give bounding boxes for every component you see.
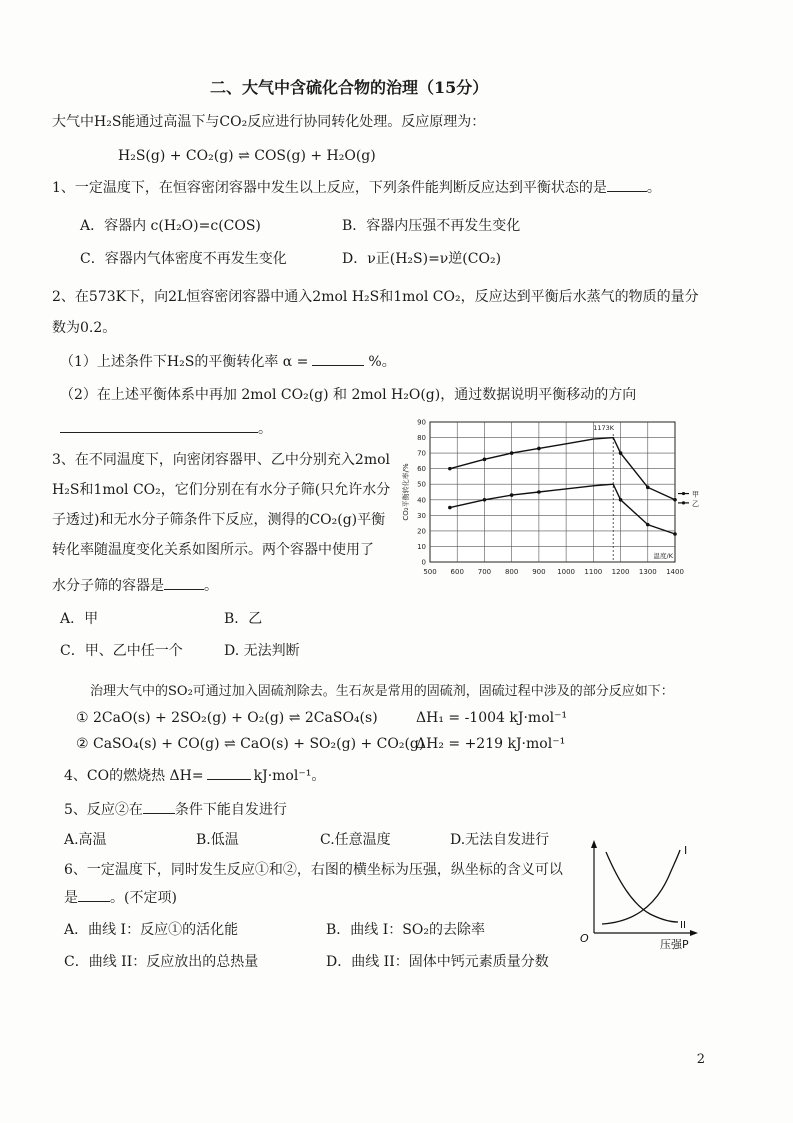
x-tick-label: 900	[532, 568, 546, 576]
q6-line2	[64, 888, 177, 908]
section-title: 二、大气中含硫化合物的治理（15分）	[210, 78, 489, 97]
y-tick-label: 30	[417, 511, 426, 520]
y-tick-label: 20	[417, 527, 426, 536]
y-tick-label: 0	[421, 558, 426, 567]
q6-note: 。(不定项)	[110, 890, 177, 906]
q5-option-c[interactable]: C.任意温度	[320, 832, 391, 848]
x-tick-label: 1300	[638, 568, 657, 576]
x-tick-label: 1100	[584, 568, 603, 576]
intro-text: 大气中H₂S能通过高温下与CO₂反应进行协同转化处理。反应原理为：	[52, 114, 486, 130]
q5-blank[interactable]	[143, 813, 175, 814]
x-tick-label: 600	[450, 568, 464, 576]
annotation-1173k: 1173K	[593, 424, 615, 432]
x-axis-arrow	[690, 930, 698, 936]
q2-sub2-answer	[60, 419, 272, 439]
q6-option-c[interactable]: C．曲线 II：反应放出的总热量	[64, 954, 259, 970]
q3-end: 。	[204, 578, 218, 594]
q5-option-b[interactable]: B.低温	[196, 832, 239, 848]
q4-stem	[64, 766, 325, 786]
q6-blank[interactable]	[78, 901, 110, 902]
x-tick-label: 800	[504, 568, 519, 576]
q2-sub1-blank[interactable]	[312, 365, 364, 366]
q2-sub1	[60, 352, 396, 372]
q3-blank[interactable]	[164, 589, 204, 590]
data-point	[510, 493, 514, 497]
curve-II	[606, 852, 678, 922]
q1-option-b[interactable]: B．容器内压强不再发生变化	[342, 218, 521, 234]
data-point	[537, 490, 541, 494]
y-axis-label: CO₂平衡转化率/%	[402, 463, 410, 521]
y-tick-label: 10	[417, 542, 426, 551]
q1-stem-text: 1、一定温度下，在恒容密闭容器中发生以上反应，下列条件能判断反应达到平衡状态的是	[52, 180, 607, 196]
x-axis-label: 温度/K	[653, 552, 673, 560]
data-point	[673, 532, 677, 536]
q6-line1: 6、一定温度下，同时发生反应①和②，右图的横坐标为压强，纵坐标的含义可以	[64, 862, 563, 878]
x-tick-label: 1400	[666, 568, 684, 576]
q1-option-d[interactable]: D．ν正(H₂S)=ν逆(CO₂)	[342, 251, 502, 267]
data-point	[646, 486, 650, 490]
q2-sub1-unit: %。	[368, 354, 396, 370]
q6-option-b[interactable]: B．曲线 I：SO₂的去除率	[326, 922, 485, 938]
data-point	[483, 498, 487, 502]
q3-option-a[interactable]: A．甲	[60, 611, 99, 627]
q2-sub2: （2）在上述平衡体系中再加 2mol CO₂(g) 和 2mol H₂O(g)，通过数据说明平衡移动的方向	[60, 387, 637, 403]
q1-stem	[52, 178, 661, 198]
q6-option-a[interactable]: A．曲线 I：反应①的活化能	[64, 922, 239, 938]
data-point	[510, 451, 514, 455]
x-axis-label: 压强P	[660, 938, 689, 951]
page-number: 2	[696, 1052, 705, 1067]
legend-marker	[682, 492, 685, 495]
q3-line5-text: 水分子筛的容器是	[52, 578, 164, 594]
q2-stem-line1: 2、在573K下，向2L恒容密闭容器中通入2mol H₂S和1mol CO₂，反应达到平衡后水蒸气的物质的量分	[52, 289, 699, 305]
q1-end: 。	[646, 180, 661, 196]
legend-label: 乙	[692, 499, 699, 508]
data-point	[619, 451, 623, 455]
q3-line3: 子透过)和无水分子筛条件下反应，测得的CO₂(g)平衡	[52, 512, 386, 528]
origin-label: O	[580, 932, 589, 945]
pressure-sketch-chart	[572, 838, 712, 958]
so2-reaction-2-dh: ΔH₂ = +219 kJ·mol⁻¹	[416, 736, 566, 752]
y-tick-label: 70	[417, 449, 426, 458]
curve-II-label: II	[680, 920, 686, 931]
q2-sub2-end: 。	[258, 421, 272, 437]
legend-label: 甲	[692, 490, 699, 499]
data-point	[483, 458, 487, 462]
q5-option-d[interactable]: D.无法自发进行	[450, 832, 550, 848]
x-tick-label: 500	[423, 568, 437, 576]
x-tick-label: 1000	[557, 568, 576, 576]
so2-reaction-2: ② CaSO₄(s) + CO(g) ⇌ CaO(s) + SO₂(g) + CO₂(g)	[76, 736, 425, 752]
q1-blank[interactable]	[607, 191, 647, 192]
data-point	[448, 467, 452, 471]
data-point	[537, 447, 541, 451]
so2-reaction-1-dh: ΔH₁ = -1004 kJ·mol⁻¹	[416, 710, 568, 726]
q4-text: 4、CO的燃烧热 ΔH=	[64, 768, 204, 784]
q2-stem-line2: 数为0.2。	[52, 320, 117, 336]
q4-blank[interactable]	[207, 779, 251, 780]
x-tick-label: 700	[477, 568, 492, 576]
so2-intro: 治理大气中的SO₂可通过加入固硫剂除去。生石灰是常用的固硫剂，固硫过程中涉及的部分反应如下：	[90, 684, 674, 699]
data-point	[619, 498, 623, 502]
legend-marker	[682, 501, 685, 504]
q3-line5	[52, 576, 218, 596]
curve-I-label: I	[684, 844, 688, 857]
data-point	[673, 498, 677, 502]
y-axis-arrow	[591, 840, 597, 848]
plot-area	[430, 422, 675, 562]
q3-option-d[interactable]: D. 无法判断	[224, 643, 300, 659]
y-tick-label: 50	[417, 480, 426, 489]
x-tick-label: 1200	[611, 568, 630, 576]
q3-line2: H₂S和1mol CO₂，它们分别在有水分子筛(只允许水分	[52, 482, 391, 498]
q3-line4: 转化率随温度变化关系如图所示。两个容器中使用了	[52, 542, 374, 558]
so2-reaction-1: ① 2CaO(s) + 2SO₂(g) + O₂(g) ⇌ 2CaSO₄(s)	[76, 710, 378, 726]
data-point	[646, 523, 650, 527]
q1-option-c[interactable]: C．容器内气体密度不再发生变化	[80, 251, 287, 267]
q1-option-a[interactable]: A．容器内 c(H₂O)=c(COS)	[80, 218, 261, 234]
q5-stem	[64, 800, 287, 820]
co2-conversion-chart	[400, 414, 710, 584]
reaction-equation: H₂S(g) + CO₂(g) ⇌ COS(g) + H₂O(g)	[118, 148, 376, 164]
q5-text-a: 5、反应②在	[64, 802, 143, 818]
q2-sub2-blank[interactable]	[60, 432, 258, 433]
q3-line1: 3、在不同温度下，向密闭容器甲、乙中分别充入2mol	[52, 452, 390, 468]
q3-option-c[interactable]: C．甲、乙中任一个	[60, 643, 183, 659]
y-tick-label: 40	[417, 496, 426, 505]
y-tick-label: 80	[417, 434, 426, 443]
curve-I	[602, 850, 680, 924]
q2-sub1-text: （1）上述条件下H₂S的平衡转化率 α =	[60, 354, 309, 370]
y-tick-label: 60	[417, 465, 426, 474]
q4-unit: kJ·mol⁻¹。	[253, 768, 326, 784]
q3-option-b[interactable]: B．乙	[224, 611, 263, 627]
q5-option-a[interactable]: A.高温	[64, 832, 107, 848]
data-point	[448, 506, 452, 510]
y-tick-label: 90	[417, 418, 426, 427]
q6-option-d[interactable]: D．曲线 II：固体中钙元素质量分数	[326, 954, 549, 970]
q5-text-b: 条件下能自发进行	[174, 802, 287, 818]
q6-line2-text: 是	[64, 890, 78, 906]
